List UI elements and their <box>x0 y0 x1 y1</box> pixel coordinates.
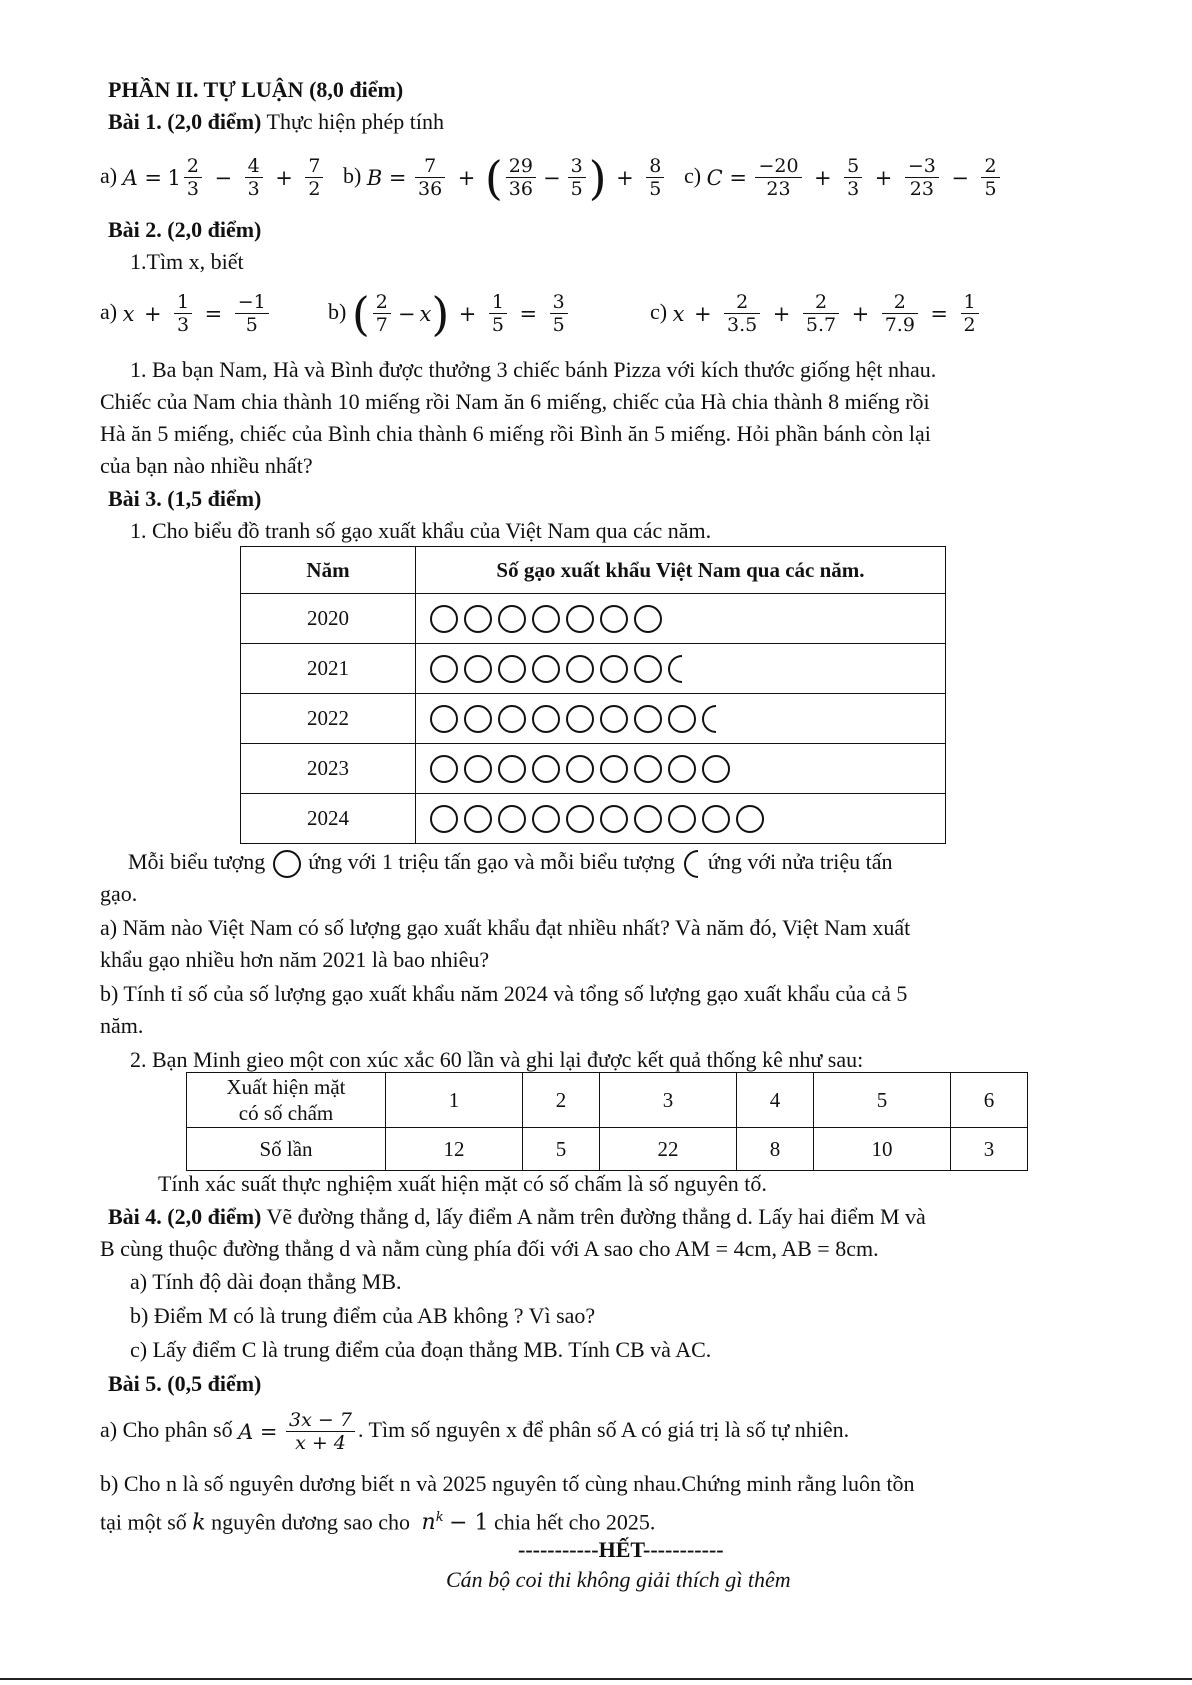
bai2-c-frac4: $\frac{1}{2}$ <box>961 291 979 336</box>
bai1-b-frac3: $\frac{3}{5}$ <box>568 155 586 200</box>
rice-full-icon <box>634 755 662 783</box>
bai1-a-op2: + <box>275 165 293 190</box>
bai1-b-frac2: $\frac{29}{36}$ <box>506 155 536 200</box>
pict-icons <box>416 744 946 794</box>
rice-full-icon <box>702 805 730 833</box>
bai5-heading <box>108 1370 261 1398</box>
bai1-a-whole: 1 <box>167 165 181 190</box>
bai3-heading <box>108 485 261 513</box>
dice-face: 4 <box>736 1073 813 1128</box>
bai1-a-frac1: $\frac{2}{3}$ <box>184 155 202 200</box>
bai1-a-frac3: $\frac{7}{2}$ <box>305 155 323 200</box>
pict-row <box>241 694 946 744</box>
bai3-question-line: b) Tính tỉ số của số lượng gạo xuất khẩu năm 2024 và tổng số lượng gạo xuất khẩu của cả 5 <box>100 981 908 1006</box>
rice-full-icon <box>532 605 560 633</box>
pict-year: 2021 <box>241 644 416 694</box>
bai1-c-frac3: $\frac{-3}{23}$ <box>905 155 939 200</box>
pictograph-table <box>240 546 946 844</box>
pict-head-title: Số gạo xuất khẩu Việt Nam qua các năm. <box>416 547 946 594</box>
rice-full-icon <box>736 805 764 833</box>
rice-full-icon <box>566 605 594 633</box>
rice-half-icon <box>702 705 716 733</box>
rice-full-icon <box>498 705 526 733</box>
rice-full-icon <box>634 655 662 683</box>
rice-full-icon <box>532 655 560 683</box>
rice-full-icon <box>600 655 628 683</box>
pict-year: 2023 <box>241 744 416 794</box>
dice-count: 8 <box>736 1128 813 1171</box>
pict-row <box>241 794 946 844</box>
pict-year: 2022 <box>241 694 416 744</box>
bai2-heading <box>108 216 261 244</box>
dice-count: 3 <box>950 1128 1027 1171</box>
bai2-c: c) x + $\frac{2}{3.5}$ + $\frac{2}{5.7}$ + $\frac{2}{7.9}$ = $\frac{1}{2}$ <box>650 284 982 340</box>
bai1-c: c) C = $\frac{-20}{23}$ + $\frac{5}{3}$ + $\frac{-3}{23}$ − $\frac{2}{5}$ <box>684 148 1003 204</box>
bai4-line1: Bài 4. (2,0 điểm) Vẽ đường thẳng d, lấy điểm A nằm trên đường thẳng d. Lấy hai điểm M và <box>108 1204 926 1229</box>
pict-head-year: Năm <box>241 547 416 594</box>
bai2-b-frac3: $\frac{3}{5}$ <box>550 291 568 336</box>
pict-year: 2024 <box>241 794 416 844</box>
bai3-item2: 2. Bạn Minh gieo một con xúc xắc 60 lần và ghi lại được kết quả thống kê như sau: <box>130 1047 864 1072</box>
bai2-c-frac2: $\frac{2}{5.7}$ <box>803 291 839 336</box>
dice-face: 1 <box>386 1073 523 1128</box>
pict-row <box>241 594 946 644</box>
dice-face: 3 <box>599 1073 736 1128</box>
bai4-item: a) Tính độ dài đoạn thẳng MB. <box>130 1269 402 1294</box>
bai2-a-frac1: $\frac{1}{3}$ <box>174 291 192 336</box>
bai3-question-line: năm. <box>100 1013 144 1038</box>
bai2-a: a) x + $\frac{1}{3}$ = $\frac{-1}{5}$ <box>100 284 272 340</box>
rice-full-icon <box>532 805 560 833</box>
legend-half-circle-icon <box>684 850 698 878</box>
rice-full-icon <box>668 805 696 833</box>
bai5-a: a) Cho phân số A = $\frac{3x - 7}{x + 4}$ . Tìm số nguyên x để phân số A có giá trị là số tự nhiên. <box>100 1409 850 1455</box>
legend-full-circle-icon <box>273 850 301 878</box>
rice-full-icon <box>532 705 560 733</box>
rice-full-icon <box>464 755 492 783</box>
bai5-points: (0,5 điểm) <box>167 1371 262 1396</box>
dice-head: Xuất hiện mặt có số chấm <box>187 1073 386 1128</box>
bai5-a-frac: $\frac{3x - 7}{x + 4}$ <box>286 1409 355 1454</box>
rice-full-icon <box>498 755 526 783</box>
bai1-c-frac2: $\frac{5}{3}$ <box>844 155 862 200</box>
rice-full-icon <box>566 755 594 783</box>
pict-row <box>241 644 946 694</box>
bai2-b: b) ( $\frac{2}{7}$ − x) + $\frac{1}{5}$ = $\frac{3}{5}$ <box>328 284 571 340</box>
bai2-c-frac1: $\frac{2}{3.5}$ <box>724 291 760 336</box>
rice-full-icon <box>430 755 458 783</box>
bai3-item1: 1. Cho biểu đồ tranh số gạo xuất khẩu của Việt Nam qua các năm. <box>130 518 712 543</box>
footer-note: Cán bộ coi thi không giải thích gì thêm <box>446 1567 791 1592</box>
bai2-points: (2,0 điểm) <box>167 217 262 242</box>
bai1-b-frac1: $\frac{7}{36}$ <box>415 155 445 200</box>
bai1-text: Thực hiện phép tính <box>266 109 444 134</box>
bai4-points: (2,0 điểm) <box>167 1204 262 1229</box>
bai1-b-label: b) <box>343 163 362 188</box>
bai2-b-frac1: $\frac{2}{7}$ <box>373 291 391 336</box>
bai2-problem-line: Chiếc của Nam chia thành 10 miếng rồi Nam ăn 6 miếng, chiếc của Hà chia thành 8 miếng rồi <box>100 389 930 414</box>
pict-icons <box>416 644 946 694</box>
rice-full-icon <box>498 605 526 633</box>
bai2-a-frac2: $\frac{-1}{5}$ <box>235 291 269 336</box>
bai1-a-frac2: $\frac{4}{3}$ <box>245 155 263 200</box>
bai1-label: Bài 1. <box>108 109 162 134</box>
rice-full-icon <box>600 805 628 833</box>
pict-icons <box>416 594 946 644</box>
rice-full-icon <box>600 705 628 733</box>
rice-full-icon <box>532 755 560 783</box>
bai1-c-lhs: C = <box>706 165 747 190</box>
pict-row <box>241 744 946 794</box>
end-mark: -----------HẾT----------- <box>518 1537 724 1562</box>
bai2-sub1: 1.Tìm x, biết <box>130 249 244 274</box>
bai1-a-label: a) <box>100 163 118 188</box>
dice-table <box>186 1072 1028 1171</box>
bai2-label: Bài 2. <box>108 217 162 242</box>
bai2-problem-line: Hà ăn 5 miếng, chiếc của Bình chia thành 6 miếng rồi Bình ăn 5 miếng. Hỏi phần bánh còn lại <box>100 421 931 446</box>
dice-count: 10 <box>813 1128 950 1171</box>
bai4-label: Bài 4. <box>108 1204 162 1229</box>
rice-full-icon <box>464 605 492 633</box>
rice-full-icon <box>566 655 594 683</box>
rice-half-icon <box>668 655 682 683</box>
rice-full-icon <box>464 655 492 683</box>
rice-full-icon <box>634 705 662 733</box>
rice-full-icon <box>430 605 458 633</box>
rice-full-icon <box>430 655 458 683</box>
rice-full-icon <box>600 755 628 783</box>
bottom-rule <box>0 1678 1192 1680</box>
rice-full-icon <box>430 705 458 733</box>
bai3-dice-question: Tính xác suất thực nghiệm xuất hiện mặt có số chấm là số nguyên tố. <box>158 1171 767 1196</box>
bai3-legend-end: gạo. <box>100 881 138 906</box>
rice-full-icon <box>566 805 594 833</box>
bai5-label: Bài 5. <box>108 1371 162 1396</box>
bai1-b-frac4: $\frac{8}{5}$ <box>646 155 664 200</box>
bai2-c-frac3: $\frac{2}{7.9}$ <box>882 291 918 336</box>
bai1-points: (2,0 điểm) <box>167 109 262 134</box>
rice-full-icon <box>464 805 492 833</box>
bai3-legend: Mỗi biểu tượng ứng với 1 triệu tấn gạo và mỗi biểu tượng ứng với nửa triệu tấn <box>128 848 892 878</box>
pict-icons <box>416 794 946 844</box>
rice-full-icon <box>498 805 526 833</box>
bai1-a-lhs: A = <box>122 165 163 190</box>
bai5-b-line1: b) Cho n là số nguyên dương biết n và 2025 nguyên tố cùng nhau.Chứng minh rằng luôn tồn <box>100 1471 915 1496</box>
rice-full-icon <box>464 705 492 733</box>
rice-full-icon <box>634 805 662 833</box>
pictograph-body <box>241 594 946 844</box>
bai3-label: Bài 3. <box>108 486 162 511</box>
bai2-problem-line: 1. Ba bạn Nam, Hà và Bình được thưởng 3 chiếc bánh Pizza với kích thước giống hệt nhau. <box>130 357 937 382</box>
rice-full-icon <box>566 705 594 733</box>
bai3-points: (1,5 điểm) <box>167 486 262 511</box>
pict-year: 2020 <box>241 594 416 644</box>
rice-full-icon <box>600 605 628 633</box>
bai4-item: b) Điểm M có là trung điểm của AB không ? Vì sao? <box>130 1303 596 1328</box>
part-title: PHẦN II. TỰ LUẬN (8,0 điểm) <box>108 77 404 102</box>
bai2-problem-line: của bạn nào nhiều nhất? <box>100 453 313 478</box>
dice-count: 5 <box>522 1128 599 1171</box>
bai1-a <box>100 148 326 204</box>
bai1-c-label: c) <box>684 163 702 188</box>
bai1-c-frac4: $\frac{2}{5}$ <box>981 155 999 200</box>
bai3-question-line: khẩu gạo nhiều hơn năm 2021 là bao nhiêu? <box>100 947 490 972</box>
bai4-line2: B cùng thuộc đường thẳng d và nằm cùng phía đối với A sao cho AM = 4cm, AB = 8cm. <box>100 1236 879 1261</box>
dice-face: 6 <box>950 1073 1027 1128</box>
bai3-question-line: a) Năm nào Việt Nam có số lượng gạo xuất khẩu đạt nhiều nhất? Và năm đó, Việt Nam xuất <box>100 915 911 940</box>
bai1-b-lhs: B = <box>366 165 407 190</box>
pict-icons <box>416 694 946 744</box>
bai1-heading <box>108 108 444 136</box>
rice-full-icon <box>668 755 696 783</box>
bai1-b: b) B = $\frac{7}{36}$ + ( $\frac{29}{36}$ − $\frac{3}{5}$ ) + $\frac{8}{5}$ <box>343 148 667 204</box>
bai1-c-frac1: $\frac{-20}{23}$ <box>755 155 801 200</box>
bai4-item: c) Lấy điểm C là trung điểm của đoạn thẳng MB. Tính CB và AC. <box>130 1337 712 1362</box>
rice-full-icon <box>668 705 696 733</box>
bai2-b-frac2: $\frac{1}{5}$ <box>489 291 507 336</box>
dice-count: 12 <box>386 1128 523 1171</box>
dice-face: 2 <box>522 1073 599 1128</box>
bai1-a-op1: − <box>214 165 233 190</box>
dice-count: 22 <box>599 1128 736 1171</box>
rice-full-icon <box>498 655 526 683</box>
rice-full-icon <box>634 605 662 633</box>
dice-face: 5 <box>813 1073 950 1128</box>
dice-count-label: Số lần <box>187 1128 386 1171</box>
rice-full-icon <box>430 805 458 833</box>
bai5-b-line2: tại một số k nguyên dương sao cho $n^k - 1$ chia hết cho 2025. <box>100 1509 656 1536</box>
rice-full-icon <box>702 755 730 783</box>
